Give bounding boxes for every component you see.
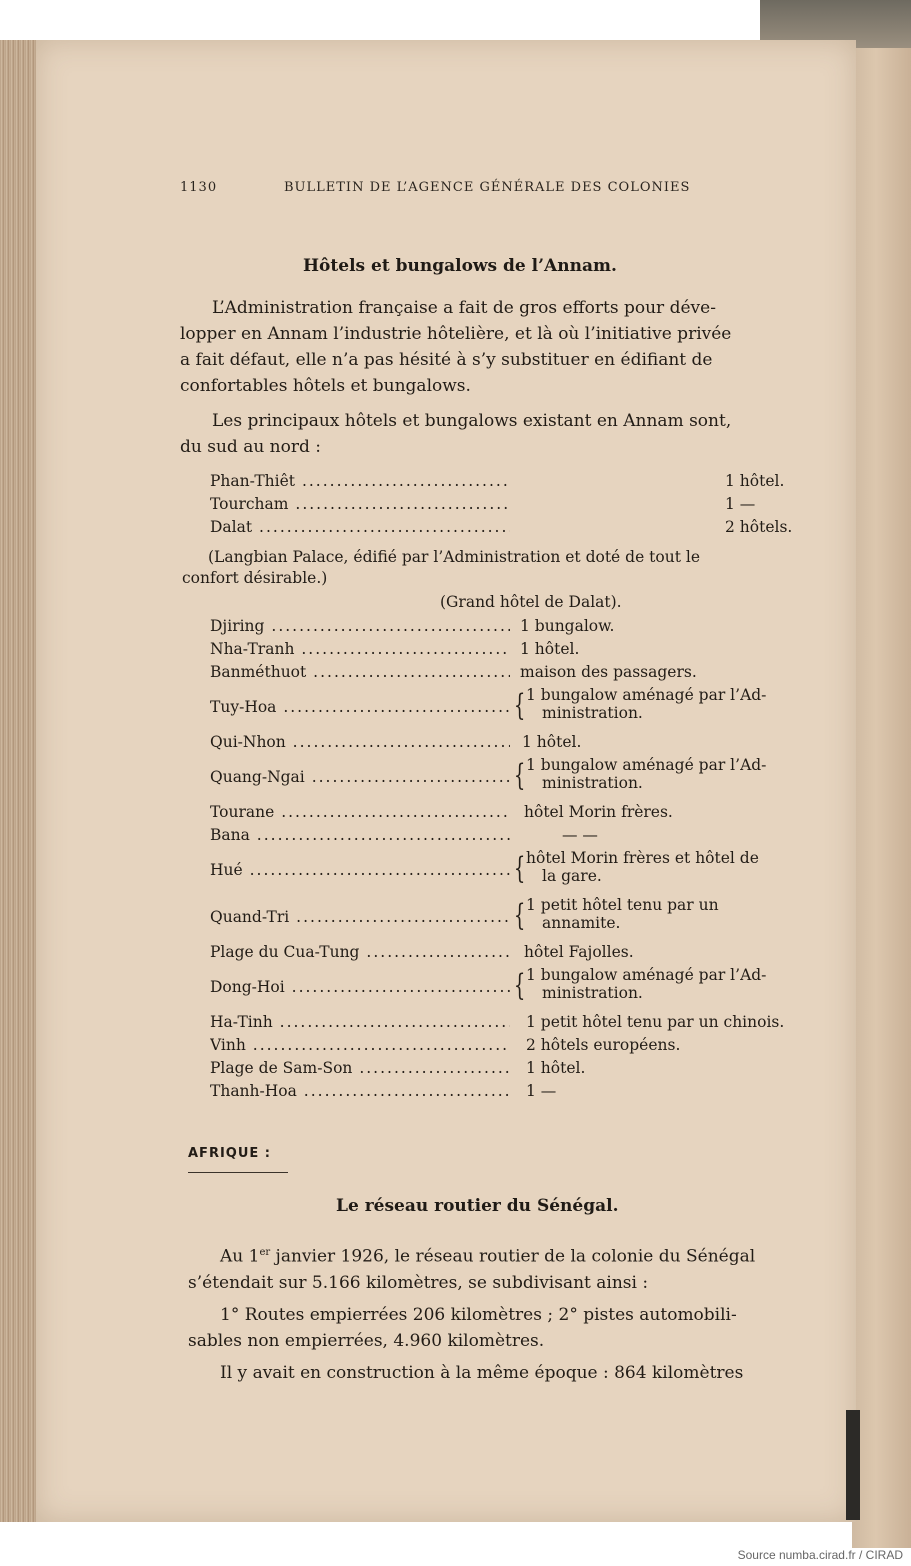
place-value: 1 petit hôtel tenu par un [526,896,719,914]
p1-line-1: L’Administration française a fait de gros efforts pour déve- [212,298,716,318]
place-value: — — [562,826,598,844]
list-item [210,1059,810,1082]
place-value-continued: annamite. [542,914,621,932]
list-item: Quang-Ngai ..... { 1 bungalow aménagé par l’Ad- ministration. [210,756,810,803]
place-value: 1 bungalow aménagé par l’Ad- [526,756,767,774]
place-value: 2 hôtels européens. [526,1036,681,1054]
list-item [210,826,810,849]
paragraph-4 [188,1302,808,1354]
place-name: Dong-Hoi ..... [210,978,510,996]
place-value: 1 hôtel. [520,640,580,658]
place-name: Ha-Tinh ..... [210,1013,510,1031]
hotel-list-top [210,472,810,541]
place-value: 1 bungalow. [520,617,615,635]
page-edge-right [852,0,911,1548]
place-value: 1 — [725,495,756,513]
place-name: Quang-Ngai ..... [210,768,510,786]
list-item [210,1036,810,1059]
place-value: 1 bungalow aménagé par l’Ad- [526,966,767,984]
place-name: Hué ..... [210,861,510,879]
p1-line-4: confortables hôtels et bungalows. [180,376,471,396]
place-value: 1 — [526,1082,557,1100]
p5-line-1: Il y avait en construction à la même époque : 864 kilomètres [220,1363,744,1383]
p4-line-2: sables non empierrées, 4.960 kilomètres. [188,1331,545,1351]
place-name: Banméthuot ..... [210,663,510,681]
place-name: Thanh-Hoa ..... [210,1082,510,1100]
place-value: 1 petit hôtel tenu par un chinois. [526,1013,785,1031]
place-name: Bana ..... [210,826,510,844]
list-item [210,1082,810,1105]
place-name: Plage de Sam-Son ..... [210,1059,510,1077]
paragraph-2 [180,408,800,460]
place-name: Phan-Thiêt ..... [210,472,510,490]
place-value: 1 hôtel. [522,733,582,751]
section-title-annam: Hôtels et bungalows de l’Annam. [303,256,617,276]
book-edge-left [0,40,38,1522]
list-item [210,518,810,541]
source-credit: Source numba.cirad.fr / CIRAD [737,1548,903,1562]
place-name: Plage du Cua-Tung ..... [210,943,510,961]
place-name: Qui-Nhon ..... [210,733,510,751]
list-item: Hué ..... { hôtel Morin frères et hôtel de la gare. [210,849,810,896]
paragraph-5 [188,1360,808,1386]
place-value: hôtel Morin frères et hôtel de [526,849,759,867]
section-divider [188,1172,288,1173]
p1-line-2: lopper en Annam l’industrie hôtelière, et là où l’initiative privée [180,324,732,344]
list-item [210,472,810,495]
p4-line-1: 1° Routes empierrées 206 kilomètres ; 2° pistes automobili- [220,1305,737,1325]
p1-line-3: a fait défaut, elle n’a pas hésité à s’y substituer en édifiant de [180,350,713,370]
place-value: 1 hôtel. [725,472,785,490]
paragraph-1 [180,295,800,399]
list-item [210,943,810,966]
place-value: 1 bungalow aménagé par l’Ad- [526,686,767,704]
list-item [210,663,810,686]
section-label-afrique: AFRIQUE : [188,1146,272,1161]
place-name: Djiring ..... [210,617,510,635]
place-name: Quand-Tri ..... [210,908,510,926]
place-name: Tourcham ..... [210,495,510,513]
place-value: hôtel Morin frères. [524,803,673,821]
list-item [210,733,810,756]
list-item [210,495,810,518]
place-value-continued: ministration. [542,774,643,792]
p2-line-1: Les principaux hôtels et bungalows existant en Annam sont, [212,411,732,431]
place-value-continued: ministration. [542,704,643,722]
place-value-continued: ministration. [542,984,643,1002]
running-title: BULLETIN DE L’AGENCE GÉNÉRALE DES COLONIES [284,180,691,195]
hotel-list [210,617,810,1105]
book-cover-strip [846,1410,860,1520]
dalat-note-line-3: (Grand hôtel de Dalat). [440,593,622,611]
page-number: 1130 [180,180,218,195]
place-value-continued: la gare. [542,867,602,885]
place-name: Vinh ..... [210,1036,510,1054]
section-title-senegal: Le réseau routier du Sénégal. [336,1196,619,1216]
place-name: Tourane ..... [210,803,510,821]
place-name: Nha-Tranh ..... [210,640,510,658]
list-item [210,640,810,663]
list-item [210,1013,810,1036]
p3-line-2: s’étendait sur 5.166 kilomètres, se subdivisant ainsi : [188,1272,649,1293]
list-item [210,803,810,826]
list-item [210,617,810,640]
place-value: hôtel Fajolles. [524,943,634,961]
list-item: Tuy-Hoa ..... { 1 bungalow aménagé par l’Ad- ministration. [210,686,810,733]
place-value: 2 hôtels. [725,518,793,536]
dalat-note-line-1: (Langbian Palace, édifié par l’Administration et doté de tout le [208,548,701,566]
place-name: Dalat ..... [210,518,510,536]
list-item: Quand-Tri ..... { 1 petit hôtel tenu par un annamite. [210,896,810,943]
place-value: 1 hôtel. [526,1059,586,1077]
p2-line-2: du sud au nord : [180,437,322,457]
dalat-note-line-2: confort désirable.) [182,569,328,587]
place-value: maison des passagers. [520,663,697,681]
paragraph-3: Au 1er janvier 1926, le réseau routier de la colonie du Sénégal s’étendait sur 5.166 kilomètres, se subdivisant ainsi : [188,1246,756,1293]
place-name: Tuy-Hoa ..... [210,698,510,716]
list-item: Dong-Hoi ..... { 1 bungalow aménagé par l’Ad- ministration. [210,966,810,1013]
